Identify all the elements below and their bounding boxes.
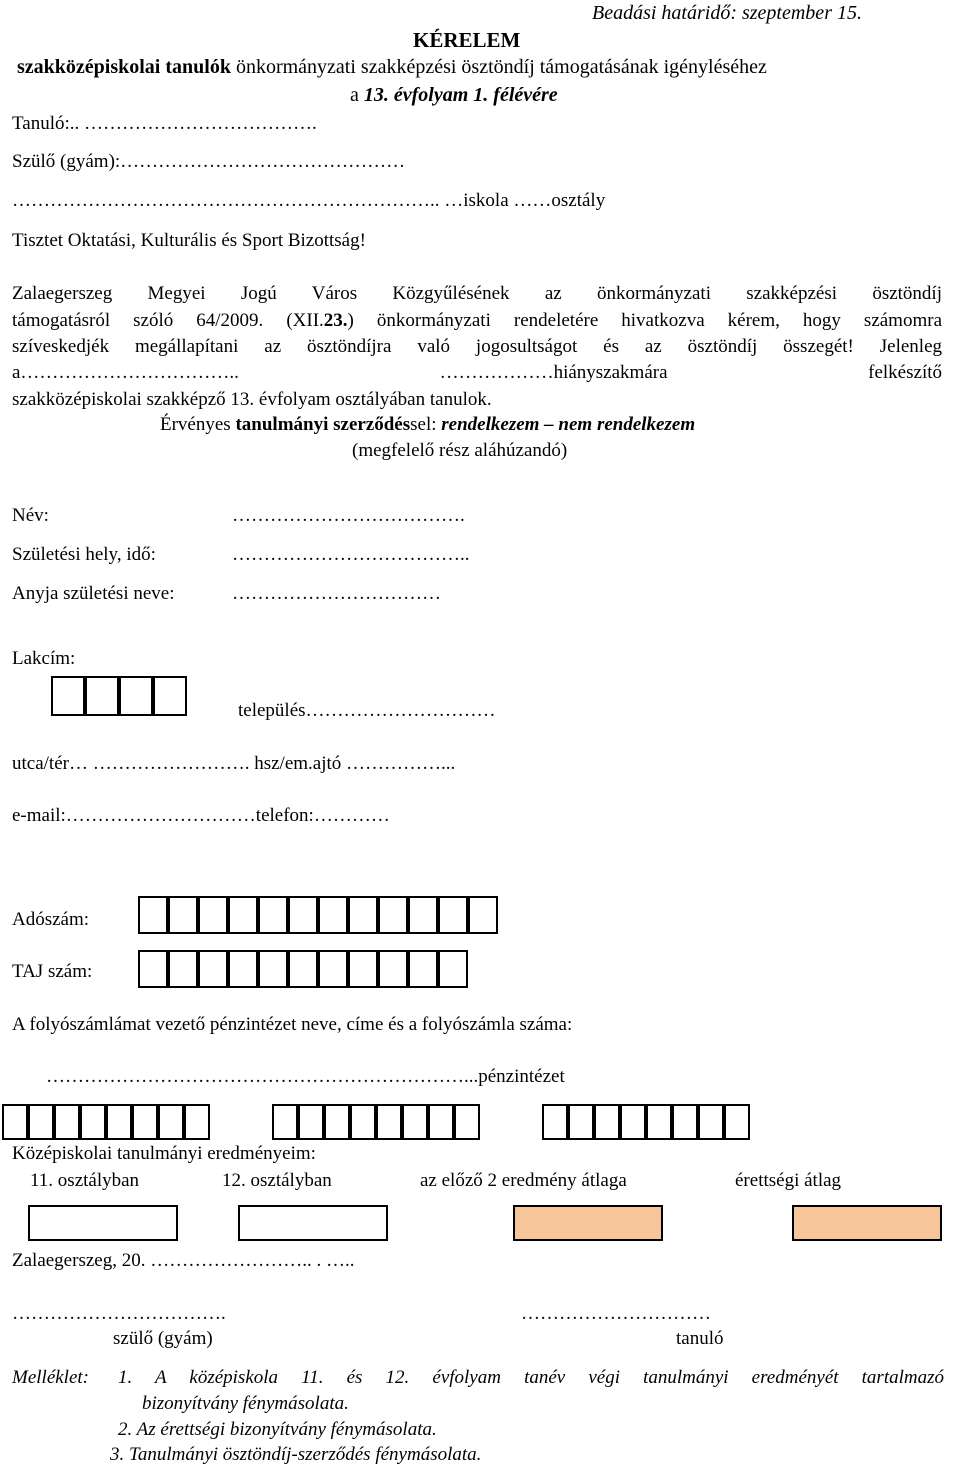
bank-name-field[interactable]: …………………………………………………………...pénzintézet: [46, 1066, 565, 1087]
account-box[interactable]: [350, 1104, 376, 1140]
name-field[interactable]: ……………………………….: [232, 505, 465, 526]
taj-box[interactable]: [348, 950, 378, 988]
taj-box[interactable]: [138, 950, 168, 988]
account-box[interactable]: [454, 1104, 480, 1140]
addressee-text: Tisztet Oktatási, Kulturális és Sport Bizottság!: [12, 230, 366, 251]
grade-col-exam: érettségi átlag: [735, 1170, 842, 1191]
account-box[interactable]: [672, 1104, 698, 1140]
mother-name-field[interactable]: ……………………………: [232, 583, 441, 604]
taj-box[interactable]: [378, 950, 408, 988]
taj-box[interactable]: [168, 950, 198, 988]
account-number-boxes[interactable]: [2, 1104, 750, 1140]
tax-box[interactable]: [228, 896, 258, 934]
account-box[interactable]: [272, 1104, 298, 1140]
form-title: KÉRELEM: [413, 28, 521, 52]
postal-box[interactable]: [119, 676, 153, 716]
parent-signature-label: szülő (gyám): [113, 1328, 213, 1349]
attachments-label: Melléklet:: [12, 1367, 90, 1388]
account-box[interactable]: [184, 1104, 210, 1140]
school-class-field[interactable]: ………………………………………………………….. …iskola ……osztály: [12, 190, 606, 211]
taj-box[interactable]: [318, 950, 348, 988]
form-subtitle-line2: [350, 84, 558, 107]
student-field[interactable]: Tanuló:.. ……………………………….: [12, 113, 317, 134]
account-box[interactable]: [376, 1104, 402, 1140]
student-signature-line[interactable]: …………………………: [521, 1303, 711, 1324]
request-line-1: Zalaegerszeg Megyei Jogú Város Közgyűlésének az önkormányzati szakképzési ösztöndíj: [12, 283, 942, 304]
request-line-4[interactable]: a…………………………….. ………………hiányszakmára felkészítő: [12, 362, 942, 383]
account-box[interactable]: [594, 1104, 620, 1140]
grade-col-11: 11. osztályban: [30, 1170, 140, 1191]
account-gap: [210, 1104, 272, 1140]
form-subtitle: [17, 56, 767, 79]
account-box[interactable]: [80, 1104, 106, 1140]
contract-note: (megfelelő rész aláhúzandó): [352, 440, 568, 461]
subtitle-rest: önkormányzati szakképzési ösztöndíj támogatásának igényléséhez: [230, 56, 767, 78]
contract-a: Érvényes: [160, 414, 236, 435]
account-box[interactable]: [698, 1104, 724, 1140]
request-line-2b: 23.: [323, 310, 348, 331]
mother-name-label: Anyja születési neve:: [12, 583, 175, 604]
account-box[interactable]: [158, 1104, 184, 1140]
account-box[interactable]: [106, 1104, 132, 1140]
account-box[interactable]: [28, 1104, 54, 1140]
account-box[interactable]: [428, 1104, 454, 1140]
parent-signature-line[interactable]: …………………………….: [12, 1303, 226, 1324]
grade-col-12: 12. osztályban: [222, 1170, 332, 1191]
tax-box[interactable]: [258, 896, 288, 934]
account-box[interactable]: [324, 1104, 350, 1140]
subtitle-line2-prefix: a: [350, 84, 364, 106]
grade-col-average: az előző 2 eredmény átlaga: [420, 1170, 627, 1191]
account-box[interactable]: [298, 1104, 324, 1140]
grade-box-exam[interactable]: [792, 1205, 942, 1241]
account-box[interactable]: [2, 1104, 28, 1140]
street-field[interactable]: utca/tér… ……………………. hsz/em.ajtó ……………...: [12, 753, 456, 774]
student-signature-label: tanuló: [676, 1328, 724, 1349]
request-line-2a: támogatásról szóló 64/2009. (XII.: [12, 310, 324, 331]
taj-box[interactable]: [438, 950, 468, 988]
account-box[interactable]: [132, 1104, 158, 1140]
grade-box-12[interactable]: [238, 1205, 388, 1241]
tax-number-boxes[interactable]: [138, 896, 498, 934]
tax-box[interactable]: [138, 896, 168, 934]
name-label: Név:: [12, 505, 49, 526]
account-box[interactable]: [542, 1104, 568, 1140]
address-label: Lakcím:: [12, 648, 76, 669]
tax-box[interactable]: [348, 896, 378, 934]
birth-label: Születési hely, idő:: [12, 544, 156, 565]
tax-box[interactable]: [468, 896, 498, 934]
account-gap: [480, 1104, 542, 1140]
account-box[interactable]: [646, 1104, 672, 1140]
tax-box[interactable]: [288, 896, 318, 934]
taj-box[interactable]: [228, 950, 258, 988]
request-line-2: [12, 310, 942, 332]
tax-number-label: Adószám:: [12, 909, 90, 930]
bank-label: A folyószámlámat vezető pénzintézet neve, címe és a folyószámla száma:: [12, 1014, 573, 1035]
attachment-item-1-cont: bizonyítvány fénymásolata.: [142, 1393, 349, 1414]
tax-box[interactable]: [438, 896, 468, 934]
attachment-item-3: 3. Tanulmányi ösztöndíj-szerződés fénymásolata.: [110, 1444, 482, 1465]
grade-box-11[interactable]: [28, 1205, 178, 1241]
contract-statement: [160, 414, 695, 436]
account-box[interactable]: [724, 1104, 750, 1140]
request-line-3: szíveskedjék megállapítani az ösztöndíjra való jogosultságot és az ösztöndíj összegét! Jelenleg: [12, 336, 942, 357]
birth-field[interactable]: ………………………………..: [232, 544, 470, 565]
tax-box[interactable]: [378, 896, 408, 934]
account-box[interactable]: [568, 1104, 594, 1140]
taj-number-label: TAJ szám:: [12, 961, 93, 982]
taj-box[interactable]: [408, 950, 438, 988]
settlement-field[interactable]: település…………………………: [238, 700, 496, 721]
tax-box[interactable]: [318, 896, 348, 934]
postal-box[interactable]: [153, 676, 187, 716]
account-box[interactable]: [402, 1104, 428, 1140]
postal-box[interactable]: [51, 676, 85, 716]
grades-heading: Középiskolai tanulmányi eredményeim:: [12, 1143, 316, 1164]
tax-box[interactable]: [168, 896, 198, 934]
parent-field[interactable]: Szülő (gyám):………………………………………: [12, 151, 406, 172]
attachment-item-2: 2. Az érettségi bizonyítvány fénymásolata.: [118, 1419, 437, 1440]
contract-options[interactable]: rendelkezem – nem rendelkezem: [441, 414, 696, 435]
place-date-field[interactable]: Zalaegerszeg, 20. …………………….. . …..: [12, 1250, 355, 1271]
postal-box[interactable]: [85, 676, 119, 716]
contract-b: tanulmányi szerződés: [235, 414, 411, 435]
grade-box-average[interactable]: [513, 1205, 663, 1241]
subtitle-line2-semester: 13. évfolyam 1. félévére: [363, 84, 558, 106]
taj-box[interactable]: [198, 950, 228, 988]
taj-box[interactable]: [258, 950, 288, 988]
subtitle-bold: szakközépiskolai tanulók: [17, 56, 231, 78]
attachment-item-1: 1. A középiskola 11. és 12. évfolyam tanév végi tanulmányi eredményét tartalmazó: [118, 1367, 944, 1388]
request-line-5: szakközépiskolai szakképző 13. évfolyam osztályában tanulok.: [12, 389, 492, 410]
taj-number-boxes[interactable]: [138, 950, 468, 988]
contract-c: sel:: [410, 414, 442, 435]
tax-box[interactable]: [198, 896, 228, 934]
postal-code-boxes[interactable]: [51, 676, 187, 716]
account-box[interactable]: [620, 1104, 646, 1140]
tax-box[interactable]: [408, 896, 438, 934]
email-phone-field[interactable]: e-mail:…………………………telefon:…………: [12, 805, 390, 826]
request-line-2c: ) önkormányzati rendeletére hivatkozva kérem, hogy számomra: [347, 310, 942, 331]
account-box[interactable]: [54, 1104, 80, 1140]
taj-box[interactable]: [288, 950, 318, 988]
deadline-text: Beadási határidő: szeptember 15.: [592, 2, 862, 24]
